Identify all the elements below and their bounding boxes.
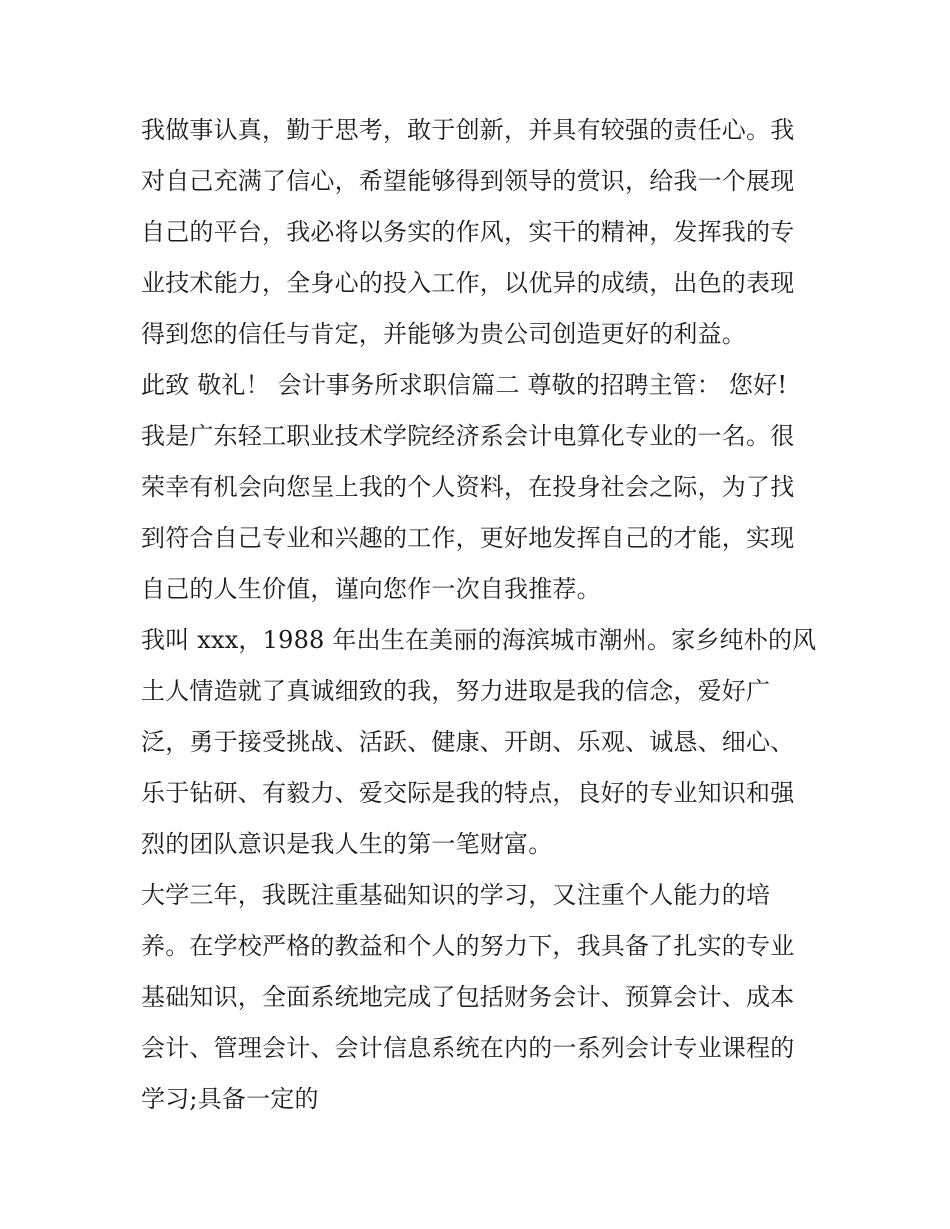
text-line: 对自己充满了信心，希望能够得到领导的赏识，给我一个展现 xyxy=(141,167,795,195)
text-line: 我做事认真，勤于思考，敢于创新，并具有较强的责任心。我 xyxy=(141,116,795,144)
text-line: 烈的团队意识是我人生的第一笔财富。 xyxy=(141,830,553,858)
document-body xyxy=(141,105,821,1125)
text-line: 荣幸有机会向您呈上我的个人资料，在投身社会之际，为了找 xyxy=(141,473,795,501)
text-line: 此致 敬礼！ 会计事务所求职信篇二 尊敬的招聘主管： 您好! xyxy=(141,371,788,399)
text-line: 基础知识，全面系统地完成了包括财务会计、预算会计、成本 xyxy=(141,983,795,1011)
text-line: 泛，勇于接受挑战、活跃、健康、开朗、乐观、诚恳、细心、 xyxy=(141,728,795,756)
text-line: 大学三年，我既注重基础知识的学习，又注重个人能力的培 xyxy=(141,881,771,909)
text-line: 得到您的信任与肯定，并能够为贵公司创造更好的利益。 xyxy=(141,320,746,348)
text-line: 土人情造就了真诚细致的我，努力进取是我的信念，爱好广 xyxy=(141,677,771,705)
text-line: 我是广东轻工职业技术学院经济系会计电算化专业的一名。很 xyxy=(141,422,795,450)
text-line: 乐于钻研、有毅力、爱交际是我的特点，良好的专业知识和强 xyxy=(141,779,795,807)
text-line: 到符合自己专业和兴趣的工作，更好地发挥自己的才能，实现 xyxy=(141,524,795,552)
text-line: 会计、管理会计、会计信息系统在内的一系列会计专业课程的 xyxy=(141,1034,795,1062)
text-line: 自己的平台，我必将以务实的作风，实干的精神，发挥我的专 xyxy=(141,218,795,246)
text-line: 自己的人生价值，谨向您作一次自我推荐。 xyxy=(141,575,601,603)
text-line: 养。在学校严格的教益和个人的努力下，我具备了扎实的专业 xyxy=(141,932,795,960)
text-line: 学习;具备一定的 xyxy=(141,1085,319,1113)
text-line: 我叫 xxx，1988 年出生在美丽的海滨城市潮州。家乡纯朴的风 xyxy=(141,626,817,654)
text-line: 业技术能力，全身心的投入工作，以优异的成绩，出色的表现 xyxy=(141,269,795,297)
